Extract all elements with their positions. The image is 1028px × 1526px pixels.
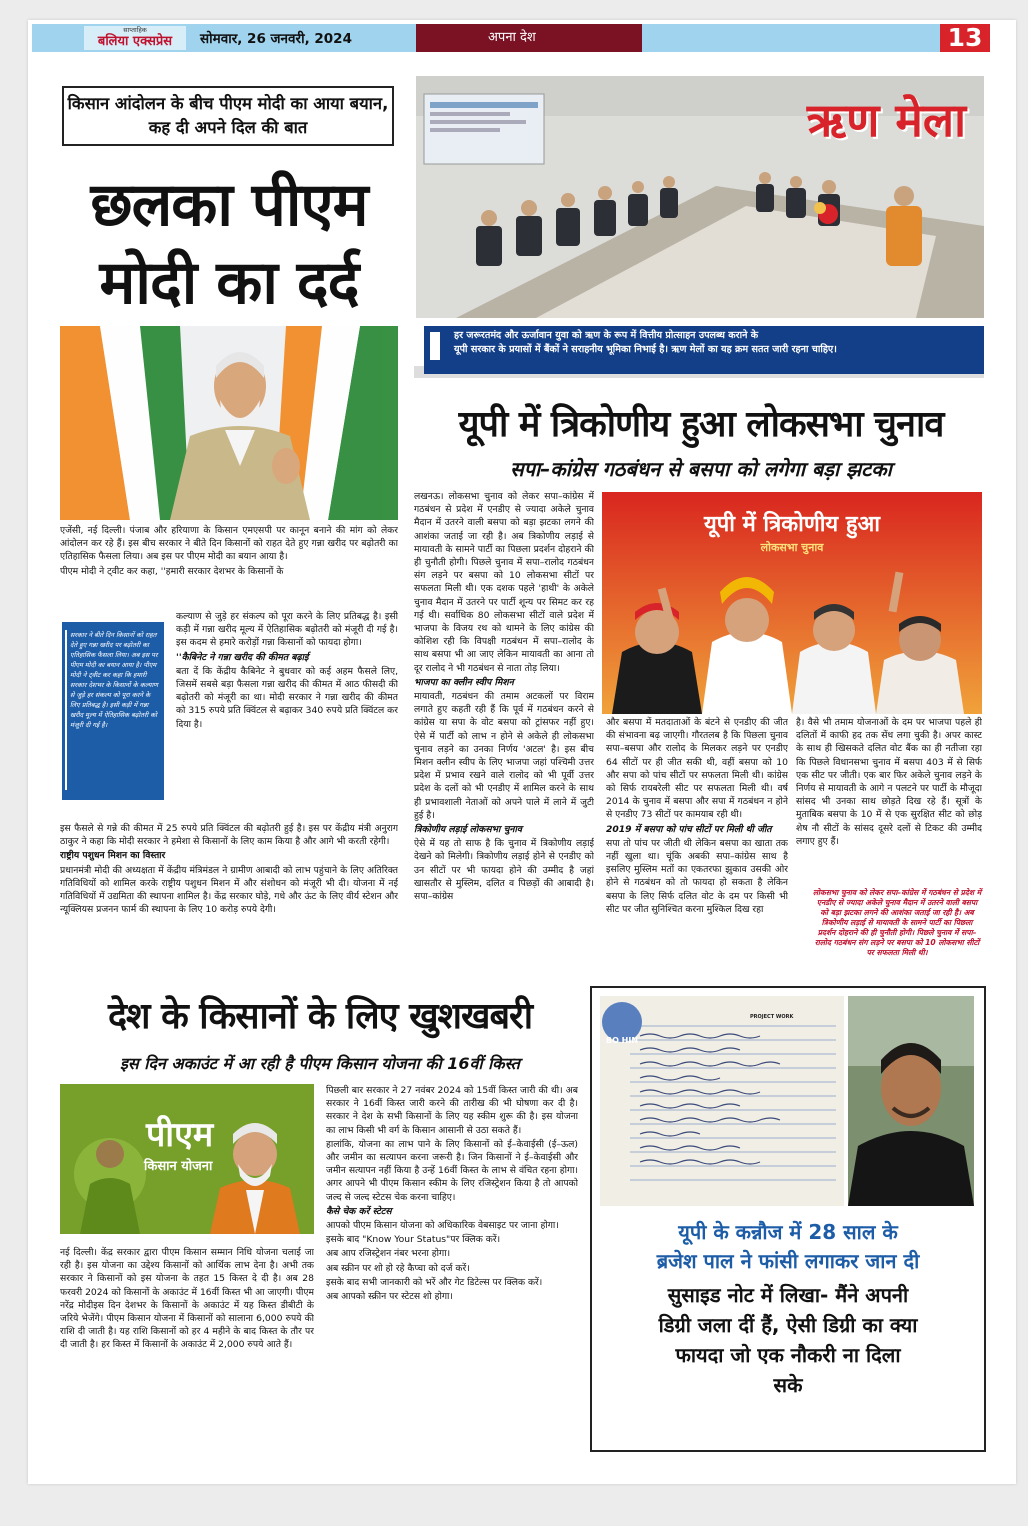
election-col1: लखनऊ। लोकसभा चुनाव को लेकर सपा–कांग्रेस में गठबंधन से प्रदेश में एनडीए से ज्यादा अकेले चुनाव मैदान में उतरने वाली बसपा को बड़ा झटका लगने की आशंका जताई जा रही है। अब त्रिकोणीय लड़ाई से मायावती के सामने पार्टी का पिछला प्रदर्शन दोहराने की ही चुनौती होगी। पिछले चुनाव में सपा–रालोद गठबंधन संग लड़ने पर बसपा को 10 लोकसभा सीटों पर सफलता मिली थी। एक दशक पहले 'हाथी' के अकेले चुनाव मैदान में उतरने पर पार्टी शून्य पर सिमट कर रह गई थी। सर्वाधिक 80 लोकसभा सीटों वाले प्रदेश में भाजपा के विजय रथ को थामने के लिए कांग्रेस की कोशिश रही कि विपक्षी गठबंधन में सपा–रालोद के साथ बसपा भी आ जाए लेकिन मायावती का आना तो दूर रालोद ने भी गठबंधन से नाता तोड़ लिया। भाजपा का क्लीन स्वीप मिशन मायावती, गठबंधन की तमाम अटकलों पर विराम लगाते हुए कहती रही हैं कि पूर्व में गठबंधन करने से कांग्रेस या सपा के वोट बसपा को ट्रांसफर नहीं हुए। ऐसे में पार्टी को लाभ न होने से अकेले ही लोकसभा चुनाव लड़ने का उनका निर्णय 'अटल' है। इस बीच मिशन क्लीन स्वीप के लिए भाजपा जहां पश्चिमी उत्तर प्रदेश में प्रभाव रखने वाले रालोद को भी पूर्वी उत्तर प्रदेश के दलों को भी एनडीए में शामिल करने के साथ ही प्रभावशाली नेताओं को अपने पाले में लाने में जुटी हुई है। त्रिकोणीय लड़ाई लोकसभा चुनाव ऐसे में यह तो साफ है कि चुनाव में त्रिकोणीय लड़ाई देखने को मिलेगी। त्रिकोणीय लड़ाई होने से एनडीए को उन सीटों पर भी फायदा होने की उम्मीद है जहां खासतौर से मुस्लिम, दलित व पिछड़ों की आबादी है। सपा–कांग्रेस [414, 491, 594, 903]
election-graphic-sub: लोकसभा चुनाव [760, 541, 824, 554]
suicide-note-photo [600, 996, 844, 1206]
note-label: PROJECT WORK [750, 1014, 794, 1020]
kisan-subhead: इस दिन अकाउंट में आ रही है पीएम किसान योजना की 16वीं किस्त [120, 1054, 520, 1073]
lead-kicker: किसान आंदोलन के बीच पीएम मोदी का आया बयान, कह दी अपने दिल की बात [62, 86, 394, 146]
election-graphic [602, 492, 982, 714]
kisan-col1: नई दिल्ली। केंद्र सरकार द्वारा पीएम किसान सम्मान निधि योजना चलाई जा रही है। इस योजना का उद्देश्य किसानों को आर्थिक लाभ देना है। अभी तक सरकार ने किसानों को इस योजना के तहत 15 किस्त दे दी है। अब 28 फरवरी 2024 को किसानों के अकाउंट में 16वीं किस्त भी आ जाएगी। पीएम नरेंद्र मोदीइस दिन देशभर के किसानों के अकाउंट में यह किस्त डीबीटी के जरिये भेजेंगे। पीएम किसान योजना में किसानों को सालाना 6,000 रुपये की राशि दी जाती है। यह राशि किसानों को हर 4 महीने के बाद किस्त के तौर पर दी जाती है। हर किस्त में किसानों के अकाउंट में 2,000 रुपये आते हैं। [60, 1247, 314, 1351]
modi-photo-illustration [60, 326, 398, 520]
portrait-illustration [848, 996, 974, 1206]
section-name: अपना देश [416, 24, 642, 52]
rin-mela-caption: हर जरूरतमंद और ऊर्जावान युवा को ऋण के रूप में वित्तीय प्रोत्साहन उपलब्ध कराने के यूपी सरकार के प्रयासों में बैंकों ने सराहनीय भूमिका निभाई है। ऋण मेलों का यह क्रम सतत जारी रहना चाहिए। [424, 326, 984, 374]
lead-body-narrow: कल्याण से जुड़े हर संकल्प को पूरा करने के लिए प्रतिबद्ध है। इसी कड़ी में गन्ना खरीद मूल्य में ऐतिहासिक बढ़ोतरी को मंजूरी दी गई है। इस कदम से हमारे करोड़ों गन्ना किसानों को फायदा होगा। ''कैबिनेट ने गन्ना खरीद की कीमत बढ़ाई बता दें कि केंद्रीय कैबिनेट ने बुधवार को कई अहम फैसले लिए, जिसमें सबसे बड़ा फैसला गन्ना खरीद की कीमत में आठ फीसदी की बढ़ोतरी को मंजूरी का था। मोदी सरकार ने गन्ना खरीद की कीमत को 315 रुपये प्रति क्विंटल से बढ़ाकर 340 रुपये प्रति क्विंटल कर दिया है। [176, 611, 398, 730]
rin-mela-title: ऋण मेला [806, 93, 966, 147]
newspaper-logo: साप्ताहिक बलिया एक्सप्रेस [84, 26, 186, 50]
pm-kisan-graphic [60, 1084, 314, 1234]
pm-kisan-title: पीएम [146, 1115, 214, 1155]
lead-headline: छलका पीएम मोदी का दर्द [90, 170, 368, 318]
channel-badge: BO HIN [605, 1036, 639, 1045]
modi-photo [60, 326, 398, 520]
rin-mela-photo [416, 76, 984, 318]
note-illustration [600, 996, 844, 1206]
page-number: 13 [940, 24, 990, 52]
lead-body-bottom: इस फैसले से गन्ने की कीमत में 25 रुपये प्रति क्विंटल की बढ़ोतरी हुई है। इस पर केंद्रीय मंत्री अनुराग ठाकुर ने कहा कि मोदी सरकार ने हमेशा से किसानों के लिए काम किया है और आगे भी करती रहेगी। राष्ट्रीय पशुधन मिशन का विस्तार प्रधानमंत्री मोदी की अध्यक्षता में केंद्रीय मंत्रिमंडल ने ग्रामीण आबादी को लाभ पहुंचाने के लिए अतिरिक्त गतिविधियों को शामिल करके राष्ट्रीय पशुधन मिशन में और संशोधन को मंजूरी भी दी। योजना में नई गतिविधियों में उद्यमिता की स्थापना शामिल है। केंद्र सरकार घोड़े, गधे और ऊंट के लिए वीर्य स्टेशन और न्यूक्लियस प्रजनन फार्म की स्थापना के लिए 10 करोड़ रुपये देगी। [60, 823, 398, 916]
election-graphic-title: यूपी में त्रिकोणीय हुआ [703, 512, 881, 537]
kannauj-news-box [590, 986, 986, 1452]
lead-body-intro: एजेंसी, नई दिल्ली। पंजाब और हरियाणा के किसान एमएसपी पर कानून बनाने की मांग को लेकर आंदोलन कर रहे हैं। इस बीच सरकार ने बीते दिन किसानों को राहत देते हुए गन्ना खरीद पर बढ़ोतरी का एतिहासिक फैसला लिया। अब इस पर पीएम मोदी का बयान आया है। पीएम मोदी ने ट्वीट कर कहा, ''हमारी सरकार देशभर के किसानों के [60, 525, 398, 577]
brajesh-photo [848, 996, 974, 1206]
masthead-bar [32, 24, 990, 52]
election-headline: यूपी में त्रिकोणीय हुआ लोकसभा चुनाव [458, 404, 944, 445]
kisan-col2: पिछली बार सरकार ने 27 नवंबर 2024 को 15वीं किस्त जारी की थी। अब सरकार ने 16वीं किस्त जारी करने की तारीख की भी घोषणा कर दी है। सरकार ने देश के सभी किसानों के लिए यह स्कीम शुरू की है। इस योजना का लाभ किसी भी वर्ग के किसान आसानी से उठा सकते हैं। हालांकि, योजना का लाभ पाने के लिए किसानों को ई–केवाईसी (ई–ऊल) और जमीन का सत्यापन करना जरूरी है। जिन किसानों ने ई–केवाईसी और जमीन सत्यापन नहीं किया है उन्हें 16वीं किस्त के लाभ से वंचित रहना होगा। अगर आपने भी पीएम किसान स्कीम के लिए रजिस्ट्रेशन किया है तो आपको जल्द से जल्द स्टेटस चेक करना चाहिए। कैसे चेक करें स्टेटस आपको पीएम किसान योजना को अधिकारिक वेबसाइट पर जाना होगा। इसके बाद "Know Your Status"पर क्लिक करें। अब आप रजिस्ट्रेशन नंबर भरना होगा। अब स्क्रीन पर शो हो रहे कैप्चा को दर्ज करें। इसके बाद सभी जानकारी को भरें और गेट डिटेल्स पर क्लिक करें। अब आपको स्क्रीन पर स्टेटस शो होगा। [326, 1085, 578, 1303]
election-pullquote: लोकसभा चुनाव को लेकर सपा–कांग्रेस में गठबंधन से प्रदेश में एनडीए से ज्यादा अकेले चुनाव मैदान में उतरने वाली बसपा को बड़ा झटका लगने की आशंका जताई जा रही है। अब त्रिकोणीय लड़ाई से मायावती के सामने पार्टी का पिछला प्रदर्शन दोहराने की ही चुनौती होगी। पिछले चुनाव में सपा–रालोद गठबंधन संग लड़ने पर बसपा को 10 लोकसभा सीटों पर सफलता मिली थी। [812, 888, 982, 957]
kannauj-headline: यूपी के कन्नौज में 28 साल के ब्रजेश पाल ने फांसी लगाकर जान दी सुसाइड नोट में लिखा- मैंने अपनी डिग्री जला दीं हैं, ऐसी डिग्री का क्या फायदा जो एक नौकरी ना दिला सके [606, 1210, 970, 1428]
election-col3: है। वैसे भी तमाम योजनाओं के दम पर भाजपा पहले ही दलितों में काफी हद तक सेंध लगा चुकी है। अपर कास्ट के साथ ही खिसकते दलित वोट बैंक का ही नतीजा रहा कि पिछले विधानसभा चुनाव में बसपा 403 में से सिर्फ एक सीट पर जीती। एक बार फिर अकेले चुनाव लड़ने के निर्णय से मायावती के आगे न पलटने पर पार्टी के मौजूदा सांसद भी उनका साथ छोड़ते दिख रहे हैं। सूत्रों के मुताबिक बसपा के 10 में से एक सुरक्षित सीट को छोड़ शेष नौ सीटों के सांसद दूसरे दलों से टिकट की उम्मीद लगाए हुए हैं। [796, 717, 982, 847]
kisan-headline: देश के किसानों के लिए खुशखबरी [107, 996, 533, 1037]
lead-sidebox: सरकार ने बीते दिन किसानों को राहत देते हुए गन्ना खरीद पर बढ़ोतरी का एतिहासिक फैसला लिया। अब इस पर पीएम मोदी का बयान आया है। पीएम मोदी ने ट्वीट कर कहा कि हमारी सरकार देशभर के किसानों के कल्याण से जुड़े हर संकल्प को पूरा करने के लिए प्रतिबद्ध है। इसी कड़ी में गन्ना खरीद मूल्य में ऐतिहासिक बढ़ोतरी को मंजूरी दी गई है। [62, 622, 164, 800]
election-col2: और बसपा में मतदाताओं के बंटने से एनडीए की जीत की संभावना बढ़ जाएगी। गौरतलब है कि पिछला चुनाव सपा–बसपा और रालोद के मिलकर लड़ने पर एनडीए 64 सीटों पर ही जीत सकी थी, वहीं बसपा को 10 और सपा को पांच सीटों पर सफलता मिली थी। कांग्रेस को सिर्फ रायबरेली सीट पर सफलता मिली थी। वर्ष 2014 के चुनाव में बसपा और सपा में गठबंधन न होने से एनडीए 73 सीटों पर कामयाब रही थी। 2019 में बसपा को पांच सीटों पर मिली थी जीत सपा तो पांच पर जीती थी लेकिन बसपा का खाता तक नहीं खुला था। चूंकि अबकी सपा–कांग्रेस साथ है इसलिए मुस्लिम मतों का एकतरफा झुकाव उसकी ओर होने से गठबंधन को तो फायदा हो सकता है लेकिन बसपा के लिए सिर्फ दलित वोट के दम पर किसी भी सीट पर जीत सुनिश्चित करना मुश्किल दिख रहा [606, 717, 788, 915]
issue-date: सोमवार, 26 जनवरी, 2024 [200, 31, 352, 47]
pm-kisan-sub: किसान योजना [144, 1159, 213, 1174]
election-subhead: सपा–कांग्रेस गठबंधन से बसपा को लगेगा बड़ा झटका [510, 457, 892, 481]
